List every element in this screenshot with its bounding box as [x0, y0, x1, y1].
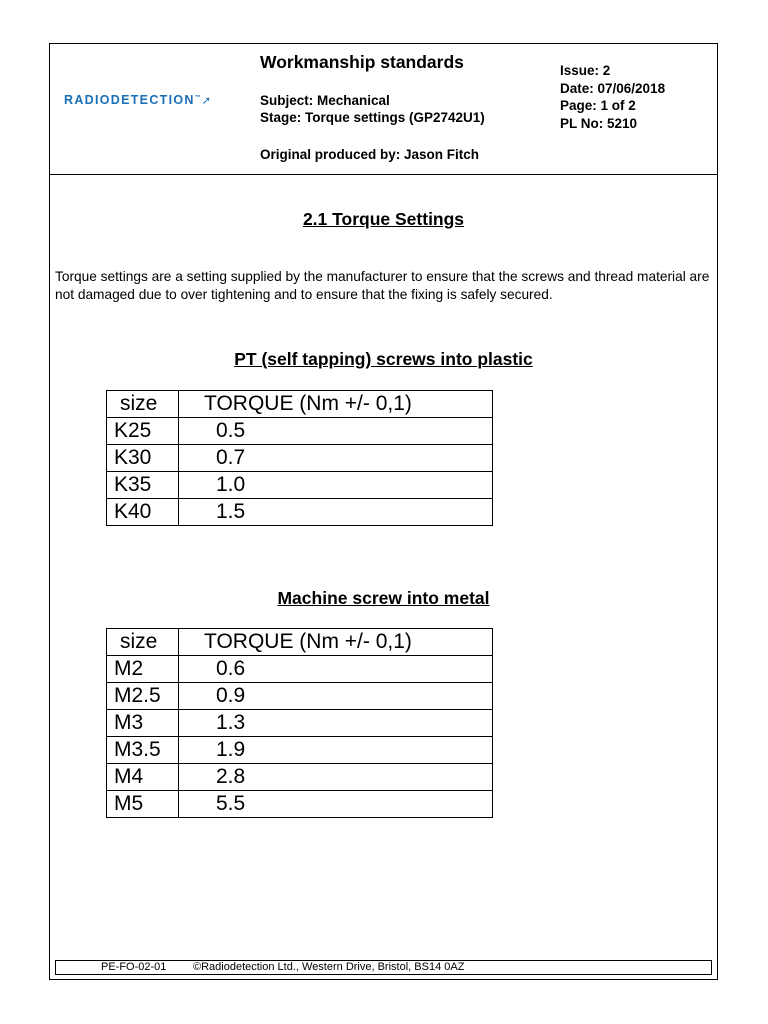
torque-column-header: TORQUE (Nm +/- 0,1)	[179, 391, 493, 418]
producer-line: Original produced by: Jason Fitch	[260, 147, 480, 162]
table-row	[107, 445, 493, 472]
screw-size-cell: M3.5	[107, 737, 179, 764]
table-row	[107, 737, 493, 764]
metal-table-title: Machine screw into metal	[277, 588, 490, 608]
screw-size-cell: K25	[107, 418, 179, 445]
page-number: Page: 1 of 2	[560, 98, 636, 113]
table-row	[107, 764, 493, 791]
intro-paragraph: Torque settings are a setting supplied by the manufacturer to ensure that the screws and thread material are not damaged due to over tightening and to ensure that the fixing is safely secured.	[55, 269, 710, 302]
issue-number: Issue: 2	[560, 63, 611, 78]
torque-value-cell: 0.9	[179, 683, 493, 710]
torque-value-cell: 1.3	[179, 710, 493, 737]
torque-value-cell: 1.5	[179, 499, 493, 526]
trademark-mark: ™	[194, 94, 201, 101]
torque-value-cell: 5.5	[179, 791, 493, 818]
section-title: 2.1 Torque Settings	[302, 209, 465, 229]
document-title: Workmanship standards	[260, 52, 464, 72]
table-row	[107, 499, 493, 526]
screw-size-cell: M3	[107, 710, 179, 737]
table-row	[107, 472, 493, 499]
torque-value-cell: 2.8	[179, 764, 493, 791]
screw-size-cell: M2	[107, 656, 179, 683]
document-footer	[55, 960, 712, 975]
logo-arrow-icon: ➚	[201, 95, 211, 107]
screw-size-cell: M4	[107, 764, 179, 791]
plastic-table-title: PT (self tapping) screws into plastic	[234, 349, 533, 369]
screw-size-cell: K30	[107, 445, 179, 472]
plastic-torque-table	[106, 390, 493, 526]
screw-size-cell: M5	[107, 791, 179, 818]
table-row	[107, 418, 493, 445]
torque-value-cell: 1.0	[179, 472, 493, 499]
copyright-address: ©Radiodetection Ltd., Western Drive, Bristol, BS14 0AZ	[193, 961, 465, 973]
size-column-header: size	[107, 629, 179, 656]
torque-value-cell: 0.6	[179, 656, 493, 683]
table-header-row	[107, 391, 493, 418]
size-column-header: size	[107, 391, 179, 418]
stage-line: Stage: Torque settings (GP2742U1)	[260, 110, 485, 125]
form-code: PE-FO-02-01	[101, 961, 167, 973]
page-frame	[49, 43, 718, 980]
screw-size-cell: K35	[107, 472, 179, 499]
metal-torque-table	[106, 628, 493, 818]
document-header	[50, 44, 717, 175]
screw-size-cell: K40	[107, 499, 179, 526]
table-row	[107, 656, 493, 683]
company-logo	[64, 93, 211, 107]
table-row	[107, 791, 493, 818]
screw-size-cell: M2.5	[107, 683, 179, 710]
torque-column-header: TORQUE (Nm +/- 0,1)	[179, 629, 493, 656]
table-header-row	[107, 629, 493, 656]
table-row	[107, 710, 493, 737]
table-row	[107, 683, 493, 710]
logo-text: RADIODETECTION	[64, 93, 195, 107]
torque-value-cell: 1.9	[179, 737, 493, 764]
subject-line: Subject: Mechanical	[260, 93, 390, 108]
torque-value-cell: 0.7	[179, 445, 493, 472]
document-meta	[560, 62, 665, 132]
pl-number: PL No: 5210	[560, 115, 638, 131]
torque-value-cell: 0.5	[179, 418, 493, 445]
issue-date: Date: 07/06/2018	[560, 80, 666, 96]
